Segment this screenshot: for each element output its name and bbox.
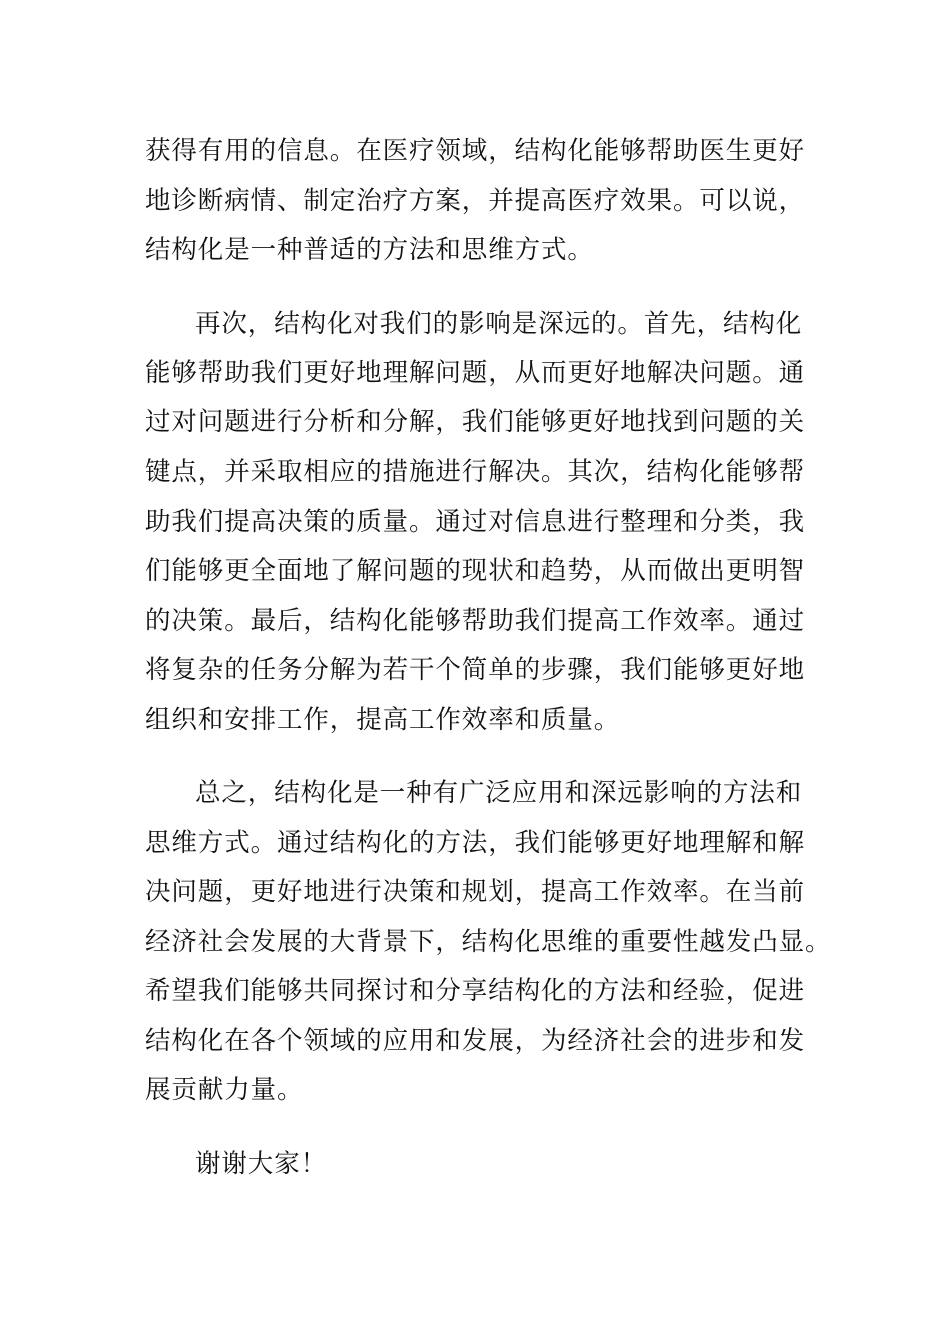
paragraph-3-line-7: 展贡献力量。 (145, 1075, 304, 1105)
paragraph-2-line-3: 过对问题进行分析和分解，我们能够更好地找到问题的关 (145, 407, 806, 437)
closing-thanks: 谢谢大家！ (195, 1149, 328, 1179)
paragraph-2-line-7: 的决策。最后，结构化能够帮助我们提高工作效率。通过 (145, 606, 806, 636)
paragraph-1-line-3: 结构化是一种普适的方法和思维方式。 (145, 235, 594, 265)
paragraph-2-line-4: 键点，并采取相应的措施进行解决。其次，结构化能够帮 (145, 457, 806, 487)
paragraph-2-line-8: 将复杂的任务分解为若干个简单的步骤，我们能够更好地 (145, 655, 806, 685)
paragraph-3-line-6: 结构化在各个领域的应用和发展，为经济社会的进步和发 (145, 1026, 806, 1056)
paragraph-2-line-5: 助我们提高决策的质量。通过对信息进行整理和分类，我 (145, 507, 806, 537)
paragraph-1-line-1: 获得有用的信息。在医疗领域，结构化能够帮助医生更好 (145, 136, 806, 166)
paragraph-3-line-2: 思维方式。通过结构化的方法，我们能够更好地理解和解 (145, 828, 806, 858)
paragraph-2-line-2: 能够帮助我们更好地理解问题，从而更好地解决问题。通 (145, 358, 806, 388)
paragraph-3-line-3: 决问题，更好地进行决策和规划，提高工作效率。在当前 (145, 877, 806, 907)
paragraph-3-line-4: 经济社会发展的大背景下，结构化思维的重要性越发凸显。 (145, 927, 832, 957)
paragraph-2-line-1: 再次，结构化对我们的影响是深远的。首先，结构化 (195, 309, 803, 339)
paragraph-2-line-6: 们能够更全面地了解问题的现状和趋势，从而做出更明智 (145, 556, 806, 586)
paragraph-1-line-2: 地诊断病情、制定治疗方案，并提高医疗效果。可以说， (145, 186, 806, 216)
paragraph-2-line-9: 组织和安排工作，提高工作效率和质量。 (145, 705, 621, 735)
paragraph-3-line-1: 总之，结构化是一种有广泛应用和深远影响的方法和 (195, 778, 803, 808)
paragraph-3-line-5: 希望我们能够共同探讨和分享结构化的方法和经验，促进 (145, 976, 806, 1006)
